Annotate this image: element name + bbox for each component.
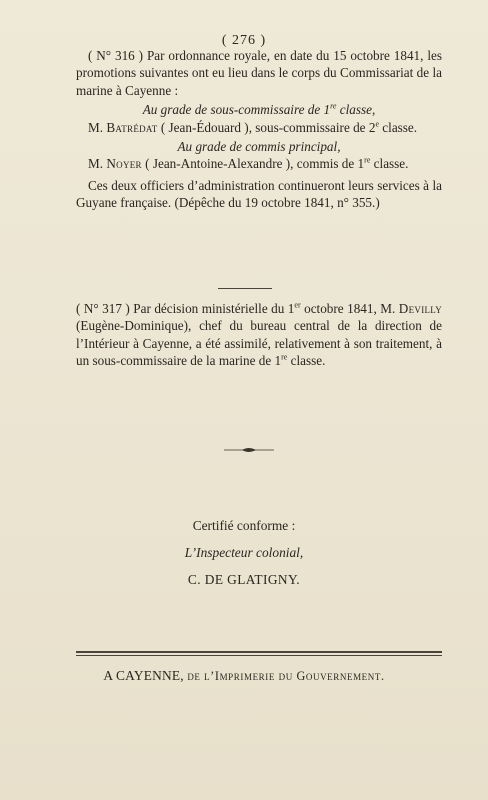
promotion-noyer: M. Noyer ( Jean-Antoine-Alexandre ), commis de 1re classe. xyxy=(88,156,409,172)
certified-label: Certifié conforme : xyxy=(192,518,296,533)
entry-317 xyxy=(76,300,442,370)
signatory-name: C. DE GLATIGNY. xyxy=(187,572,301,587)
ornament-divider xyxy=(224,447,274,453)
separator-rule xyxy=(218,288,272,289)
imprint-footer: A CAYENNE, de l’Imprimerie du Gouvernement. xyxy=(103,668,385,683)
inspector-title: L’Inspecteur colonial, xyxy=(184,545,304,560)
entry-316-closing: Ces deux officiers d’administration continueront leurs services à la Guyane française. (Dépêche du 19 octobre 1841, n° 355.) xyxy=(76,177,442,211)
page-number: ( 276 ) xyxy=(221,33,267,48)
heading-sous-commissaire: Au grade de sous-commissaire de 1re classe, xyxy=(142,101,376,118)
heading-commis-principal: Au grade de commis principal, xyxy=(177,139,341,155)
promotion-batredat: M. Batrédat ( Jean-Édouard ), sous-commissaire de 2e classe. xyxy=(88,119,418,135)
footer-rule-bottom xyxy=(76,655,442,656)
entry-316 xyxy=(76,47,442,212)
entry-317-text: ( N° 317 ) Par décision ministérielle du 1er octobre 1841, M. Devilly (Eugène-Dominique), chef du bureau central de la direction de l’Intérieur à Cayenne, a été assimilé, relativement à son traitement, à un sous-commissaire de la marine de 1re classe. xyxy=(76,300,442,369)
entry-316-intro: ( N° 316 ) Par ordonnance royale, en date du 15 octobre 1841, les promotions suivantes ont eu lieu dans le corps du Commissariat de la marine à Cayenne : xyxy=(76,48,442,98)
footer-rule-top xyxy=(76,651,442,653)
